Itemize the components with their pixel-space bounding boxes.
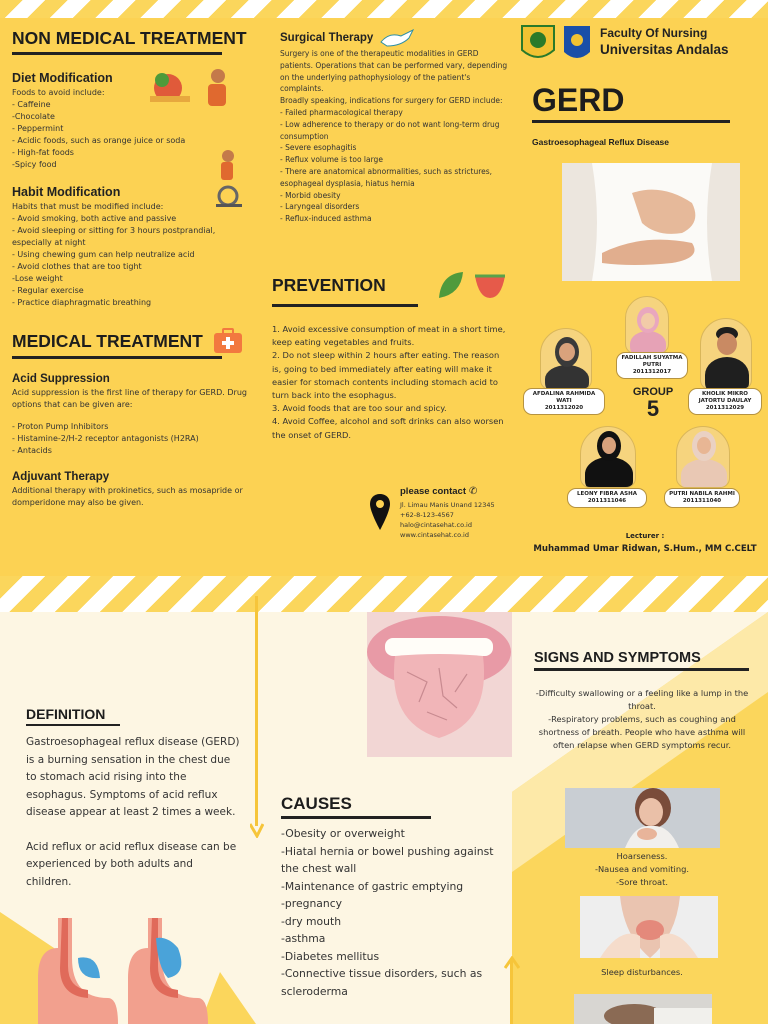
- dry-tongue-photo: [367, 612, 512, 757]
- diet-illustration: [148, 66, 238, 112]
- hoarseness-photo: [565, 788, 720, 848]
- signs-list: [534, 687, 750, 752]
- title-underline: [272, 304, 418, 307]
- member-id: 2011311046: [587, 498, 627, 504]
- person-body: [585, 457, 633, 488]
- surgical-section: [280, 28, 508, 225]
- non-medical-title: NON MEDICAL TREATMENT: [12, 28, 247, 48]
- diet-intro: Foods to avoid include:: [12, 88, 105, 97]
- member-name: PUTRI NABILA RAHMI: [669, 491, 735, 497]
- member-photo: [676, 426, 730, 488]
- list-item: - Proton Pump Inhibitors: [12, 422, 109, 431]
- member-photo: [625, 296, 669, 354]
- cover-title-block: [532, 82, 732, 147]
- contact-lines: [400, 500, 520, 540]
- surgical-indications: Broadly speaking, indications for surgery for GERD include:: [280, 96, 503, 106]
- list-item: - Reflux-induced asthma: [280, 214, 372, 224]
- exercise-illustration: [208, 148, 248, 208]
- faculty-logo-icon: [562, 24, 592, 64]
- person-face: [602, 437, 616, 454]
- contact-address: Jl. Limau Manis Unand 12345: [400, 501, 495, 509]
- person-body: [681, 459, 727, 488]
- adjuvant-heading: Adjuvant Therapy: [12, 471, 110, 483]
- stomach-illustration: [38, 918, 208, 1024]
- habit-list: [12, 213, 227, 309]
- list-item: -Sore throat.: [615, 877, 669, 887]
- member-id: 2011312029: [705, 405, 745, 411]
- prevention-section: [272, 268, 507, 442]
- contact-heading: please contact: [400, 486, 466, 497]
- list-item: - Avoid clothes that are too tight: [12, 262, 142, 271]
- acid-list: [12, 421, 252, 457]
- definition-paragraph: Gastroesophageal reflux disease (GERD) is a burning sensation in the chest due to stomach acid rising into the esophagus. Symptoms of acid reflux disease appear at least 2 times a week.: [26, 736, 240, 818]
- definition-title: DEFINITION: [26, 706, 106, 722]
- prevention-list: [272, 323, 507, 442]
- signs-list-2: [534, 850, 750, 889]
- person-face: [697, 437, 711, 454]
- title-underline: [534, 668, 749, 671]
- list-item: -Nausea and vomiting.: [594, 864, 690, 874]
- member-tag: [567, 488, 647, 508]
- middle-stripe-divider: [0, 576, 768, 612]
- university-name: Universitas Andalas: [600, 42, 729, 57]
- list-item: - Avoid sleeping or sitting for 3 hours postprandial, especially at night: [12, 226, 216, 247]
- list-item: - Using chewing gum can help neutralize acid: [12, 250, 195, 259]
- list-item: -Diabetes mellitus: [281, 949, 380, 963]
- title-underline: [12, 52, 222, 55]
- surgical-list: [280, 107, 508, 225]
- sleep-photo: [574, 994, 712, 1024]
- member-tag: [688, 388, 762, 415]
- person-face: [717, 333, 737, 355]
- diet-heading: Diet Modification: [12, 71, 113, 85]
- member-id: 2011312017: [632, 369, 672, 375]
- title-underline: [26, 724, 120, 726]
- list-item: - Low adherence to therapy or do not want long-term drug consumption: [280, 119, 500, 141]
- list-item: -Spicy food: [12, 160, 57, 169]
- title-underline: [532, 120, 730, 123]
- signs-list-3: Sleep disturbances.: [601, 967, 683, 977]
- signs-title: SIGNS AND SYMPTOMS: [534, 650, 701, 666]
- list-item: - Acidic foods, such as orange juice or soda: [12, 136, 186, 145]
- adjuvant-block: [12, 471, 252, 509]
- sore-throat-photo: [580, 896, 718, 958]
- group-number: 5: [646, 396, 660, 421]
- contact-email[interactable]: halo@cintasehat.co.id: [400, 521, 472, 529]
- list-item: - Failed pharmacological therapy: [280, 107, 403, 117]
- adjuvant-text: Additional therapy with prokinetics, such as mosapride or domperidone may also be given.: [12, 486, 243, 507]
- member-name: LEONY FIBRA ASHA: [577, 491, 637, 497]
- university-logo-icon: [520, 24, 556, 64]
- list-item: - High-fat foods: [12, 148, 74, 157]
- list-item: - Laryngeal disorders: [280, 202, 360, 212]
- list-item: -Hiatal hernia or bowel pushing against the chest wall: [281, 844, 494, 875]
- medical-section: [12, 328, 252, 509]
- location-pin-icon: [370, 494, 390, 530]
- chest-pain-photo: [562, 163, 740, 281]
- lecturer-name: Muhammad Umar Ridwan, S.Hum., MM C.CELT: [533, 544, 757, 554]
- faculty-header: [520, 22, 760, 66]
- list-item: -Lose weight: [12, 274, 63, 283]
- lecturer-block: [530, 532, 760, 554]
- habit-intro: Habits that must be modified include:: [12, 202, 164, 211]
- top-stripe-border: [0, 0, 768, 18]
- member-name: KHOLIK MIKRO JATORTU DAULAY: [698, 391, 752, 404]
- acid-heading: Acid Suppression: [12, 373, 110, 385]
- member-photo: [580, 426, 636, 488]
- up-arrow-decoration: [504, 956, 520, 1024]
- list-item: -Respiratory problems, such as coughing and shortness of breath. People who have asthma will often relapse when GERD symptoms recur.: [538, 714, 746, 750]
- list-item: - Severe esophagitis: [280, 143, 357, 153]
- surgical-paragraph: Surgery is one of the therapeutic modalities in GERD patients. Operations that can be performed vary, depending on the underlying pathophysiology of the patient's complaints.: [280, 49, 508, 94]
- member-tag: [616, 352, 688, 379]
- list-item: - Practice diaphragmatic breathing: [12, 298, 152, 307]
- list-item: - Reflux volume is too large: [280, 155, 383, 165]
- list-item: - There are anatomical abnormalities, such as strictures, esophageal dysplasia, hiatus hernia: [280, 166, 493, 188]
- list-item: - Caffeine: [12, 100, 51, 109]
- cover-title: GERD: [532, 82, 625, 118]
- causes-section: [281, 794, 501, 1000]
- contact-website[interactable]: www.cintasehat.co.id: [400, 531, 469, 539]
- list-item: -Maintenance of gastric emptying: [281, 879, 464, 893]
- list-item: - Peppermint: [12, 124, 64, 133]
- lecturer-label: Lecturer :: [625, 532, 665, 540]
- list-item: 2. Do not sleep within 2 hours after eating. The reason is, going to bed immediately after eating will make it easier for stomach contents including stomach acid to turn back into the esophagus.: [272, 350, 500, 401]
- member-id: 2011312020: [544, 405, 584, 411]
- member-name: AFDALINA RAHMIDA WATI: [532, 391, 596, 404]
- list-item: Hoarseness.: [616, 851, 668, 861]
- list-item: - Antacids: [12, 446, 52, 455]
- member-name: FADILLAH SUYATMA PUTRI: [621, 355, 683, 368]
- list-item: -pregnancy: [281, 897, 343, 910]
- title-underline: [12, 356, 222, 359]
- prevention-title: PREVENTION: [272, 274, 386, 295]
- causes-list: [281, 825, 501, 1000]
- member-photo: [700, 318, 752, 390]
- faculty-name: Faculty Of Nursing: [600, 26, 708, 40]
- acid-block: [12, 373, 252, 457]
- list-item: -Chocolate: [12, 112, 55, 121]
- contact-section: [370, 486, 520, 540]
- group-label: GROUP: [632, 386, 674, 398]
- contact-phone: +62-8-123-4567: [400, 511, 454, 519]
- list-item: -dry mouth: [281, 914, 342, 928]
- list-item: - Morbid obesity: [280, 190, 341, 200]
- member-photo: [540, 328, 592, 390]
- person-face: [559, 343, 575, 361]
- list-item: -Obesity or overweight: [281, 827, 405, 840]
- medical-title: MEDICAL TREATMENT: [12, 330, 203, 351]
- person-body: [630, 331, 666, 354]
- list-item: - Histamine-2/H-2 receptor antagonists (H2RA): [12, 434, 199, 443]
- list-item: - Regular exercise: [12, 286, 84, 295]
- phone-icon: ✆: [469, 486, 478, 497]
- member-tag: [664, 488, 740, 508]
- member-tag: [523, 388, 605, 415]
- person-body: [705, 357, 749, 390]
- habit-heading: Habit Modification: [12, 185, 121, 199]
- surgery-hand-icon: [379, 28, 415, 48]
- acid-intro: Acid suppression is the first line of therapy for GERD. Drug options that can be given are:: [12, 388, 247, 409]
- person-face: [641, 313, 655, 329]
- list-item: -asthma: [281, 932, 326, 945]
- causes-title: CAUSES: [281, 794, 352, 813]
- list-item: -Difficulty swallowing or a feeling like a lump in the throat.: [535, 688, 749, 711]
- member-id: 2011311040: [682, 498, 722, 504]
- list-item: -Connective tissue disorders, such as scleroderma: [281, 967, 483, 998]
- list-item: 1. Avoid excessive consumption of meat in a short time, keep eating vegetables and fruits.: [272, 324, 506, 348]
- surgical-heading: Surgical Therapy: [280, 32, 374, 44]
- person-body: [545, 365, 589, 390]
- group-label-block: [628, 386, 678, 420]
- title-underline: [281, 816, 431, 819]
- vegetables-fruit-icon: [435, 268, 507, 302]
- down-arrow-decoration: [250, 596, 264, 838]
- list-item: 3. Avoid foods that are too sour and spicy.: [272, 403, 447, 414]
- cover-subtitle: Gastroesophageal Reflux Disease: [532, 137, 670, 147]
- signs-section: [534, 650, 750, 752]
- first-aid-kit-icon: [213, 328, 243, 354]
- definition-section: [26, 706, 241, 891]
- list-item: - Avoid smoking, both active and passive: [12, 214, 177, 223]
- list-item: 4. Avoid Coffee, alcohol and soft drinks can also worsen the onset of GERD.: [272, 416, 504, 440]
- definition-paragraph: Acid reflux or acid reflux disease can be experienced by both adults and children.: [26, 840, 237, 888]
